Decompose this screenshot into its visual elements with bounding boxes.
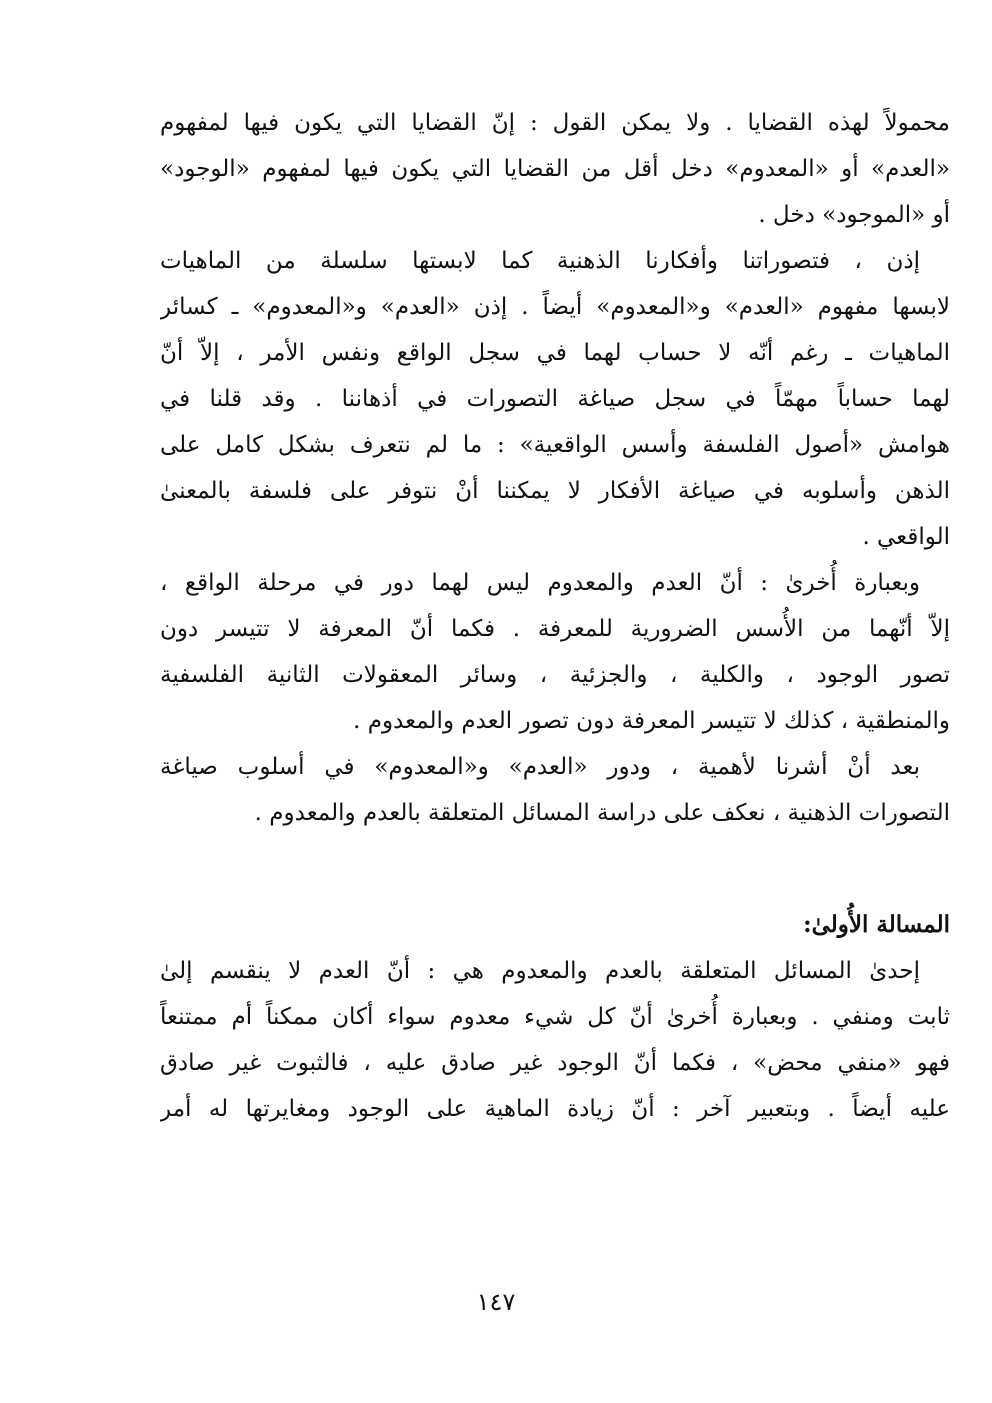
section-heading: المسالة الأُولىٰ: xyxy=(803,911,950,938)
text-line: وبعبارة أُخرىٰ : أنّ العدم والمعدوم ليس لهما دور في مرحلة الواقع ، xyxy=(160,570,920,596)
text-line: عليه أيضاً . وبتعبير آخر : أنّ زيادة الماهية على الوجود ومغايرتها له أمر xyxy=(160,1096,950,1122)
text-line: فهو «منفي محض» ، فكما أنّ الوجود غير صادق عليه ، فالثبوت غير صادق xyxy=(160,1050,950,1076)
paragraph-5 xyxy=(160,948,950,1132)
text-line: إحدىٰ المسائل المتعلقة بالعدم والمعدوم هي : أنّ العدم لا ينقسم إلىٰ xyxy=(160,958,920,984)
text-line: أو «الموجود» دخل . xyxy=(758,202,950,228)
text-line: الواقعي . xyxy=(862,524,950,550)
page-number: ١٤٧ xyxy=(476,1288,516,1316)
text-line: ثابت ومنفي . وبعبارة أُخرىٰ أنّ كل شيء معدوم سواء أكان ممكناً أم ممتنعاً xyxy=(160,1004,950,1030)
paragraph-3 xyxy=(160,560,950,744)
section-spacer xyxy=(160,836,950,902)
text-line: التصورات الذهنية ، نعكف على دراسة المسائل المتعلقة بالعدم والمعدوم . xyxy=(254,800,950,826)
text-line: إلاّ أنّهما من الأُسس الضرورية للمعرفة . فكما أنّ المعرفة لا تتيسر دون xyxy=(160,616,950,642)
text-line: تصور الوجود ، والكلية ، والجزئية ، وسائر المعقولات الثانية الفلسفية xyxy=(160,662,950,688)
text-line: لهما حساباً مهمّاً في سجل صياغة التصورات في أذهاننا . وقد قلنا في xyxy=(160,386,950,412)
body-text xyxy=(160,100,950,1132)
text-line: إذن ، فتصوراتنا وأفكارنا الذهنية كما لابستها سلسلة من الماهيات xyxy=(160,248,920,274)
text-line: لابسها مفهوم «العدم» و«المعدوم» أيضاً . إذن «العدم» و«المعدوم» ـ كسائر xyxy=(160,294,950,320)
text-line: بعد أنْ أشرنا لأهمية ، ودور «العدم» و«المعدوم» في أسلوب صياغة xyxy=(160,754,920,780)
text-line: هوامش «أصول الفلسفة وأسس الواقعية» : ما لم نتعرف بشكل كامل على xyxy=(160,432,950,458)
paragraph-2 xyxy=(160,238,950,560)
text-line: محمولاً لهذه القضايا . ولا يمكن القول : إنّ القضايا التي يكون فيها لمفهوم xyxy=(160,110,950,136)
text-line: الذهن وأسلوبه في صياغة الأفكار لا يمكننا أنْ نتوفر على فلسفة بالمعنىٰ xyxy=(160,478,950,504)
text-line: والمنطقية ، كذلك لا تتيسر المعرفة دون تصور العدم والمعدوم . xyxy=(353,708,950,734)
paragraph-1 xyxy=(160,100,950,238)
text-line: «العدم» أو «المعدوم» دخل أقل من القضايا التي يكون فيها لمفهوم «الوجود» xyxy=(160,156,950,182)
text-line: الماهيات ـ رغم أنّه لا حساب لهما في سجل الواقع ونفس الأمر ، إلاّ أنّ xyxy=(160,340,950,366)
paragraph-4 xyxy=(160,744,950,836)
